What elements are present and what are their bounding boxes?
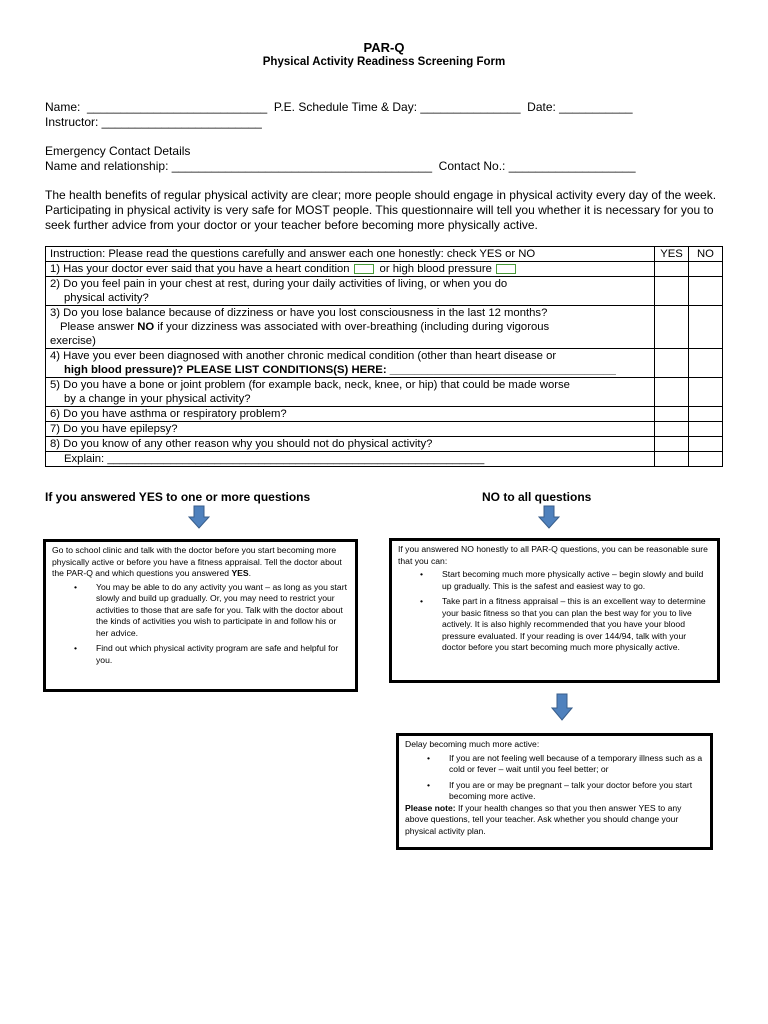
no-answer-cell[interactable]: [689, 407, 723, 422]
no-answer-cell: [689, 452, 723, 467]
intro-paragraph: The health benefits of regular physical activity are clear; more people should engage in physical activity every day of the week. Participating in physical activity is very safe for MOST people. This questionnaire will tell you whether it is necessary for you to seek further advice from your doctor or your teacher before becoming more physically active.: [45, 188, 717, 232]
question-3-note-bold: NO: [137, 321, 155, 333]
no-outcome-heading: NO to all questions: [482, 490, 592, 504]
yes-advice-bullet-1: You may be able to do any activity you want – as long as you start slowly and build up gradually. Or, you may need to restrict your activities to those that are safe for you. Talk with the doctor about the kinds of activities you wish to participate in and follow his or her advice.: [96, 581, 347, 638]
yes-advice-intro-bold: YES: [231, 568, 249, 578]
question-4-text-a: 4) Have you ever been diagnosed with another chronic medical condition (other than heart disease or: [50, 350, 557, 362]
down-arrow-icon: [188, 505, 210, 529]
yes-answer-cell[interactable]: [655, 422, 689, 437]
table-row: [46, 277, 723, 306]
question-2-text-a: 2) Do you feel pain in your chest at rest, during your daily activities of living, or when you do: [50, 278, 508, 290]
table-header-row: [46, 247, 723, 262]
no-answer-cell[interactable]: [689, 422, 723, 437]
delay-note-text: If your health changes so that you then answer YES to any above questions, tell your teacher. Ask whether you should change your physical activity plan.: [405, 802, 682, 836]
form-title: PAR-Q: [363, 40, 405, 55]
no-answer-cell[interactable]: [689, 277, 723, 306]
table-row: [46, 306, 723, 349]
table-row: [46, 349, 723, 378]
blood-pressure-checkbox[interactable]: [496, 264, 516, 274]
delay-advice-bullet-2: If you are or may be pregnant – talk your doctor before you start becoming more active.: [449, 779, 693, 801]
question-3-note-pre: Please answer: [60, 321, 138, 333]
yes-advice-bullet-2: Find out which physical activity program are safe and helpful for you.: [96, 643, 339, 665]
table-row: [46, 422, 723, 437]
form-subtitle: Physical Activity Readiness Screening Form: [262, 56, 506, 68]
question-3-note-post: if your dizziness was associated with over-breathing (including during vigorous: [154, 321, 550, 333]
yes-answer-cell[interactable]: [655, 349, 689, 378]
yes-answer-cell[interactable]: [655, 277, 689, 306]
delay-advice-box: [396, 733, 713, 850]
bullet-icon: •: [427, 752, 431, 763]
table-row: [46, 437, 723, 452]
question-5-text-a: 5) Do you have a bone or joint problem (for example back, neck, knee, or hip) that could be made worse: [50, 379, 570, 391]
down-arrow-icon: [538, 505, 560, 529]
yes-advice-intro-text: Go to school clinic and talk with the doctor before you start becoming more physically active or before you have a fitness appraisal. Tell the doctor about the PAR-Q and which questions you answered: [52, 545, 342, 578]
yes-answer-cell[interactable]: [655, 407, 689, 422]
bullet-icon: •: [74, 643, 78, 653]
name-schedule-date-line[interactable]: Name: ___________________________ P.E. Schedule Time & Day: _______________ Date: ___________: [45, 100, 633, 114]
yes-answer-cell[interactable]: [655, 378, 689, 407]
emergency-heading: Emergency Contact Details: [45, 144, 191, 158]
question-5-text-b: by a change in your physical activity?: [64, 393, 251, 405]
question-3-text-a: 3) Do you lose balance because of dizziness or have you lost consciousness in the last 12 months?: [50, 307, 548, 319]
down-arrow-icon: [551, 693, 573, 721]
relationship-contact-line[interactable]: Name and relationship: _______________________________________ Contact No.: ___________________: [45, 159, 636, 173]
table-row: [46, 407, 723, 422]
question-1-text-b: or high blood pressure: [379, 263, 492, 275]
question-8: 8) Do you know of any other reason why you should not do physical activity?: [46, 437, 655, 452]
no-answer-cell[interactable]: [689, 306, 723, 349]
no-advice-bullet-1: Start becoming much more physically active – begin slowly and build up gradually. This is the safest and easiest way to go.: [442, 569, 704, 591]
question-3-note: [50, 320, 650, 334]
no-advice-intro: If you answered NO honestly to all PAR-Q questions, you can be reasonable sure that you can:: [398, 544, 708, 566]
delay-advice-bullet-1: If you are not feeling well because of a temporary illness such as a cold or fever – wait until you feel better; or: [449, 752, 703, 774]
bullet-icon: •: [74, 581, 78, 592]
delay-advice-intro: Delay becoming much more active:: [405, 739, 540, 749]
instructor-line[interactable]: Instructor: ________________________: [45, 115, 262, 129]
no-answer-cell[interactable]: [689, 349, 723, 378]
no-answer-cell[interactable]: [689, 262, 723, 277]
question-4-text-b[interactable]: high blood pressure)? PLEASE LIST CONDITIONS(S) HERE: ____________________________________: [64, 364, 616, 376]
yes-answer-cell[interactable]: [655, 306, 689, 349]
list-item: [52, 582, 349, 640]
yes-answer-cell[interactable]: [655, 262, 689, 277]
question-3-text-c: exercise): [50, 335, 96, 347]
list-item: [405, 780, 704, 803]
question-6: 6) Do you have asthma or respiratory problem?: [46, 407, 655, 422]
no-advice-bullet-2: Take part in a fitness appraisal – this is an excellent way to determine your basic fitness so that you can plan the best way for you to live actively. It is also highly recommended that you have your blood pressure evaluated. If your reading is over 144/94, talk with your doctor before you start becoming much more physically active.: [442, 596, 706, 652]
list-item: [52, 643, 349, 666]
delay-advice-note: [405, 803, 704, 838]
question-2: [46, 277, 655, 306]
bullet-icon: •: [420, 569, 424, 579]
instruction-cell: Instruction: Please read the questions carefully and answer each one honestly: check YES or NO: [46, 247, 655, 262]
no-answer-cell[interactable]: [689, 378, 723, 407]
question-5: [46, 378, 655, 407]
yes-advice-intro: [52, 545, 349, 580]
question-1: [46, 262, 655, 277]
bullet-icon: •: [427, 779, 431, 790]
table-row: [46, 378, 723, 407]
yes-advice-box: [43, 539, 358, 692]
question-1-text-a: 1) Has your doctor ever said that you have a heart condition: [50, 263, 350, 275]
yes-header: YES: [655, 247, 689, 262]
no-advice-box: [389, 538, 720, 683]
yes-advice-intro-end: .: [248, 568, 252, 578]
question-2-text-b: physical activity?: [64, 292, 149, 304]
heart-condition-checkbox[interactable]: [354, 264, 374, 274]
list-item: [405, 753, 704, 776]
bullet-icon: •: [420, 596, 424, 606]
question-4: [46, 349, 655, 378]
yes-answer-cell: [655, 452, 689, 467]
question-3: [46, 306, 655, 349]
table-row: [46, 262, 723, 277]
explain-line[interactable]: [46, 452, 655, 467]
explain-text: Explain: ____________________________________________________________: [64, 453, 485, 465]
question-7: 7) Do you have epilepsy?: [46, 422, 655, 437]
questionnaire-table: [45, 246, 723, 467]
no-header: NO: [689, 247, 723, 262]
no-answer-cell[interactable]: [689, 437, 723, 452]
delay-note-label: Please note:: [405, 802, 456, 813]
table-row: [46, 452, 723, 467]
yes-outcome-heading: If you answered YES to one or more questions: [45, 490, 311, 504]
list-item: [398, 569, 711, 592]
list-item: [398, 596, 711, 654]
yes-answer-cell[interactable]: [655, 437, 689, 452]
